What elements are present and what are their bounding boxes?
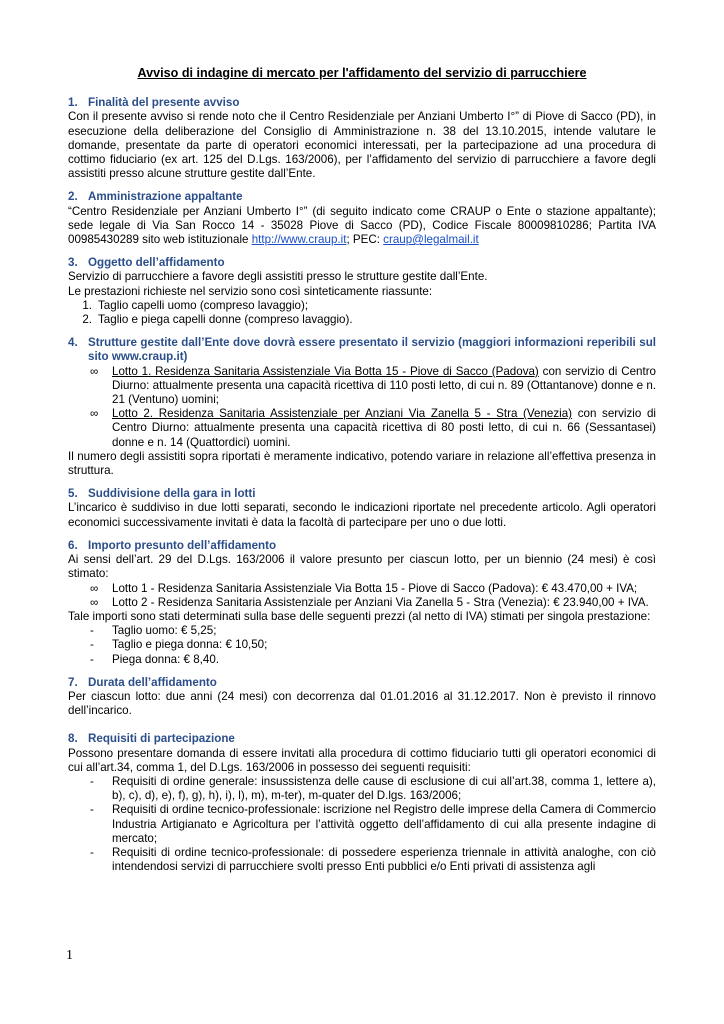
section-5: [68, 487, 656, 530]
section-4-heading: 4. Strutture gestite dall’Ente dove dovrà essere presentato il servizio (maggiori informazioni reperibili sul sito www.craup.it): [68, 336, 656, 364]
list-item: 1. Taglio capelli uomo (compreso lavaggio);: [82, 298, 309, 312]
section-7-heading: 7. Durata dell’affidamento: [68, 675, 217, 689]
list-item: ∞ Lotto 1 - Residenza Sanitaria Assistenziale Via Botta 15 - Piove di Sacco (Padova): € 43.470,00 + IVA;: [68, 582, 656, 596]
section-6-text-2: Tale importi sono stati determinati sulla base delle seguenti prezzi (al netto di IVA) stimati per singola prestazione:: [68, 609, 651, 623]
section-8: [68, 732, 656, 874]
lots-list: [68, 582, 656, 610]
list-item: - Taglio e piega donna: € 10,50;: [90, 638, 268, 652]
section-1-text: Con il presente avviso si rende noto che il Centro Residenziale per Anziani Umberto I°” di Piove di Sacco (PD), in esecuzione della deliberazione del Consiglio di Amministrazione n. 38 del 13.10.2015, intende valutare le domande, presentate da parte di operatori economici interessati, per la partecipazione ad una procedura di cottimo fiduciario (ex art. 125 del D.Lgs. 163/2006), per l’affidamento del servizio di parrucchiere a favore degli assistiti presso alcune strutture gestite dall’Ente.: [68, 110, 656, 181]
section-7-text: Per ciascun lotto: due anni (24 mesi) con decorrenza dal 01.01.2016 al 31.12.2017. Non è previsto il rinnovo dell’incarico.: [68, 689, 656, 718]
services-list: [68, 299, 656, 327]
document-page: [68, 66, 656, 883]
section-5-text: L’incarico è suddiviso in due lotti separati, secondo le indicazioni riportate nel precedente articolo. Agli operatori economici successivamente invitati è data la facoltà di partecipare per uno o due lotti.: [68, 501, 656, 529]
pec-email-link[interactable]: craup@legalmail.it: [383, 233, 479, 247]
section-8-heading: 8. Requisiti di partecipazione: [68, 732, 235, 746]
section-5-heading: 5. Suddivisione della gara in lotti: [68, 487, 256, 501]
section-6-text: Ai sensi dell’art. 29 del D.Lgs. 163/2006 il valore presunto per ciascun lotto, per un biennio (24 mesi) è così stimato:: [68, 553, 656, 581]
infinity-bullet-icon: ∞: [90, 581, 99, 595]
section-3-line-2: Le prestazioni richieste nel servizio sono così sinteticamente riassunte:: [68, 284, 433, 298]
section-4-after-text: Il numero degli assistiti sopra riportati è meramente indicativo, potendo variare in relazione all’effettiva presenza in struttura.: [68, 449, 656, 478]
section-1-heading: 1. Finalità del presente avviso: [68, 96, 240, 110]
list-item: - Requisiti di ordine tecnico-professionale: di possedere esperienza triennale in attività analoghe, con ciò intendendosi servizi di parrucchiere svolti presso Enti pubblici e/o Enti privati di assistenza agli: [90, 845, 656, 874]
website-link[interactable]: http://www.craup.it: [251, 233, 347, 247]
section-1: [68, 96, 656, 181]
section-6-heading: 6. Importo presunto dell’affidamento: [68, 538, 277, 552]
list-item: - Piega donna: € 8,40.: [90, 652, 220, 666]
section-2-text: “Centro Residenziale per Anziani Umberto I°” (di seguito indicato come CRAUP o Ente o stazione appaltante); sede legale di Via San Rocco 14 - 35028 Piove di Sacco (PD), Codice Fiscale 80009810286; Partita IVA 00985430289 sito web istituzionale http://www.craup.it; PEC: craup@legalmail.it: [68, 204, 656, 247]
infinity-bullet-icon: ∞: [90, 407, 99, 421]
list-item: ∞ Lotto 2. Residenza Sanitaria Assistenziale per Anziani Via Zanella 5 - Stra (Venezia) con servizio di Centro Diurno: attualmente presenta una capacità ricettiva di 80 posti letto, di cui n. 66 (Sessantasei) donne e n. 14 (Quattordici) uomini.: [68, 407, 656, 450]
infinity-bullet-icon: ∞: [90, 595, 99, 609]
section-6: [68, 539, 656, 667]
section-3-heading: 3. Oggetto dell’affidamento: [68, 256, 225, 270]
list-item: - Requisiti di ordine tecnico-professionale: iscrizione nel Registro delle imprese della Camera di Commercio Industria Artigianato e Agricoltura per l’attività oggetto dell’affidamento di cui alla presente indagine di mercato;: [90, 803, 656, 845]
section-3-line-1: Servizio di parrucchiere a favore degli assistiti presso le strutture gestite dall’Ente.: [68, 270, 488, 284]
list-item: - Taglio uomo: € 5,25;: [90, 624, 217, 638]
infinity-bullet-icon: ∞: [90, 364, 99, 378]
section-2: [68, 190, 656, 247]
structures-list: [68, 365, 656, 450]
list-item: - Requisiti di ordine generale: insussistenza delle cause di esclusione di cui all’art.38, comma 1, lettere a), b), c), d), e), f), g), h), i), l), m), m-ter), m-quater del D.lgs. 163/2006;: [90, 774, 656, 803]
section-2-heading: 2. Amministrazione appaltante: [68, 190, 243, 204]
section-3: [68, 256, 656, 327]
document-title: Avviso di indagine di mercato per l'affidamento del servizio di parrucchiere: [137, 66, 587, 80]
list-item: 2. Taglio e piega capelli donne (compreso lavaggio).: [82, 313, 353, 327]
page-number: 1: [66, 948, 73, 963]
requirements-list: [68, 775, 656, 874]
section-8-text: Possono presentare domanda di essere invitati alla procedura di cottimo fiduciario tutti gli operatori economici di cui all’art.34, comma 1, del D.Lgs. 163/2006 in possesso dei seguenti requisiti:: [68, 746, 656, 774]
section-7: [68, 676, 656, 719]
section-4: [68, 336, 656, 478]
list-item: ∞ Lotto 2 - Residenza Sanitaria Assistenziale per Anziani Via Zanella 5 - Stra (Venezia): € 23.940,00 + IVA.: [68, 596, 656, 610]
list-item: ∞ Lotto 1. Residenza Sanitaria Assistenziale Via Botta 15 - Piove di Sacco (Padova) con servizio di Centro Diurno: attualmente presenta una capacità ricettiva di 110 posti letto, di cui n. 89 (Ottantanove) donne e n. 21 (Ventuno) uomini;: [68, 365, 656, 408]
prices-list: [68, 624, 656, 667]
